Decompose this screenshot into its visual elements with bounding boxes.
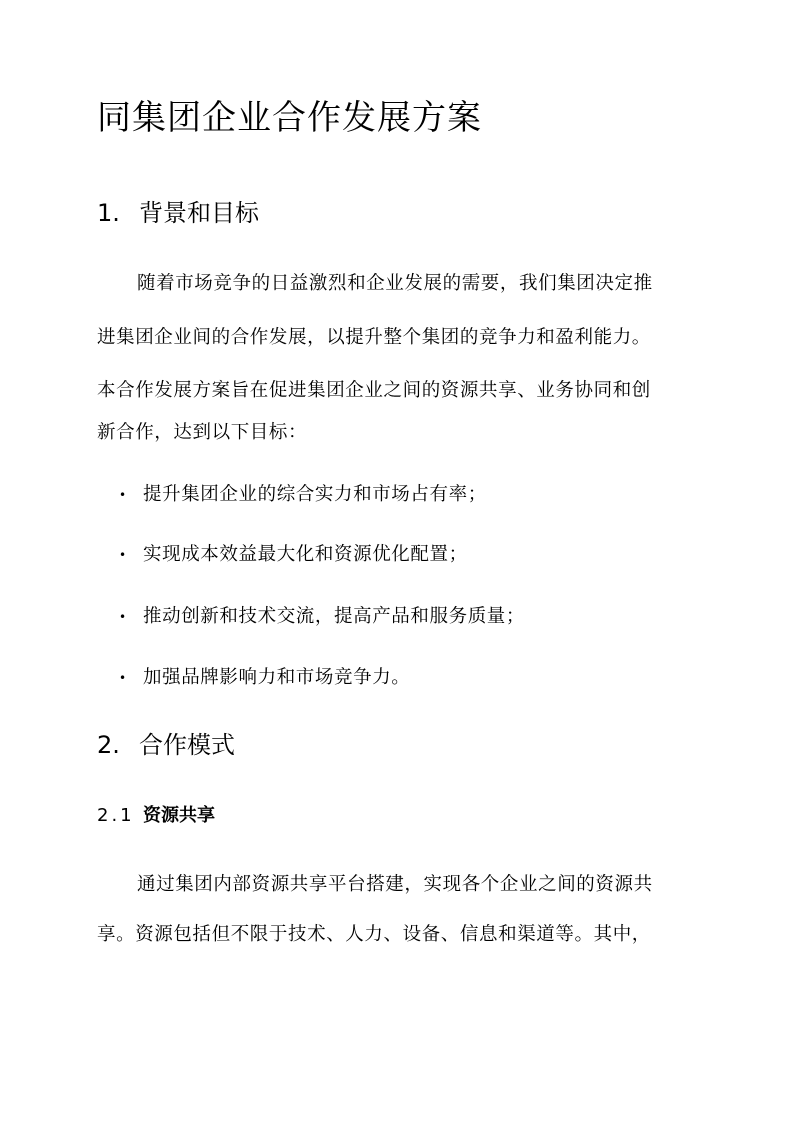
list-item-text: 提升集团企业的综合实力和市场占有率； [143,484,487,505]
bullet-icon: • [119,671,127,685]
section-title: 背景和目标 [139,199,259,227]
paragraph-line: 进集团企业间的合作发展，以提升整个集团的竞争力和盈利能力。 [97,327,651,348]
list-item-text: 推动创新和技术交流，提高产品和服务质量； [143,606,526,627]
section-number: 2. [97,731,120,759]
section-heading-background [97,197,259,229]
bullet-icon: • [119,610,127,624]
subsection-heading-resource-sharing [97,803,215,829]
paragraph-line: 新合作，达到以下目标： [97,422,308,443]
subsection-number: 2.1 [97,805,135,826]
section-number: 1. [97,199,120,227]
paragraph-line: 本合作发展方案旨在促进集团企业之间的资源共享、业务协同和创 [97,380,651,401]
document-title: 同集团企业合作发展方案 [97,98,482,138]
paragraph-line: 通过集团内部资源共享平台搭建，实现各个企业之间的资源共 [137,874,653,895]
list-item [119,542,468,568]
list-item [119,665,410,691]
section-title: 合作模式 [139,731,235,759]
bullet-icon: • [119,488,127,502]
section-heading-cooperation-mode [97,729,235,761]
bullet-icon: • [119,548,127,562]
paragraph-line: 享。资源包括但不限于技术、人力、设备、信息和渠道等。其中， [97,924,651,945]
list-item [119,604,525,630]
subsection-title: 资源共享 [143,805,215,826]
list-item-text: 实现成本效益最大化和资源优化配置； [143,544,468,565]
list-item [119,482,487,508]
paragraph-line: 随着市场竞争的日益激烈和企业发展的需要，我们集团决定推 [137,273,653,294]
list-item-text: 加强品牌影响力和市场竞争力。 [143,667,411,688]
